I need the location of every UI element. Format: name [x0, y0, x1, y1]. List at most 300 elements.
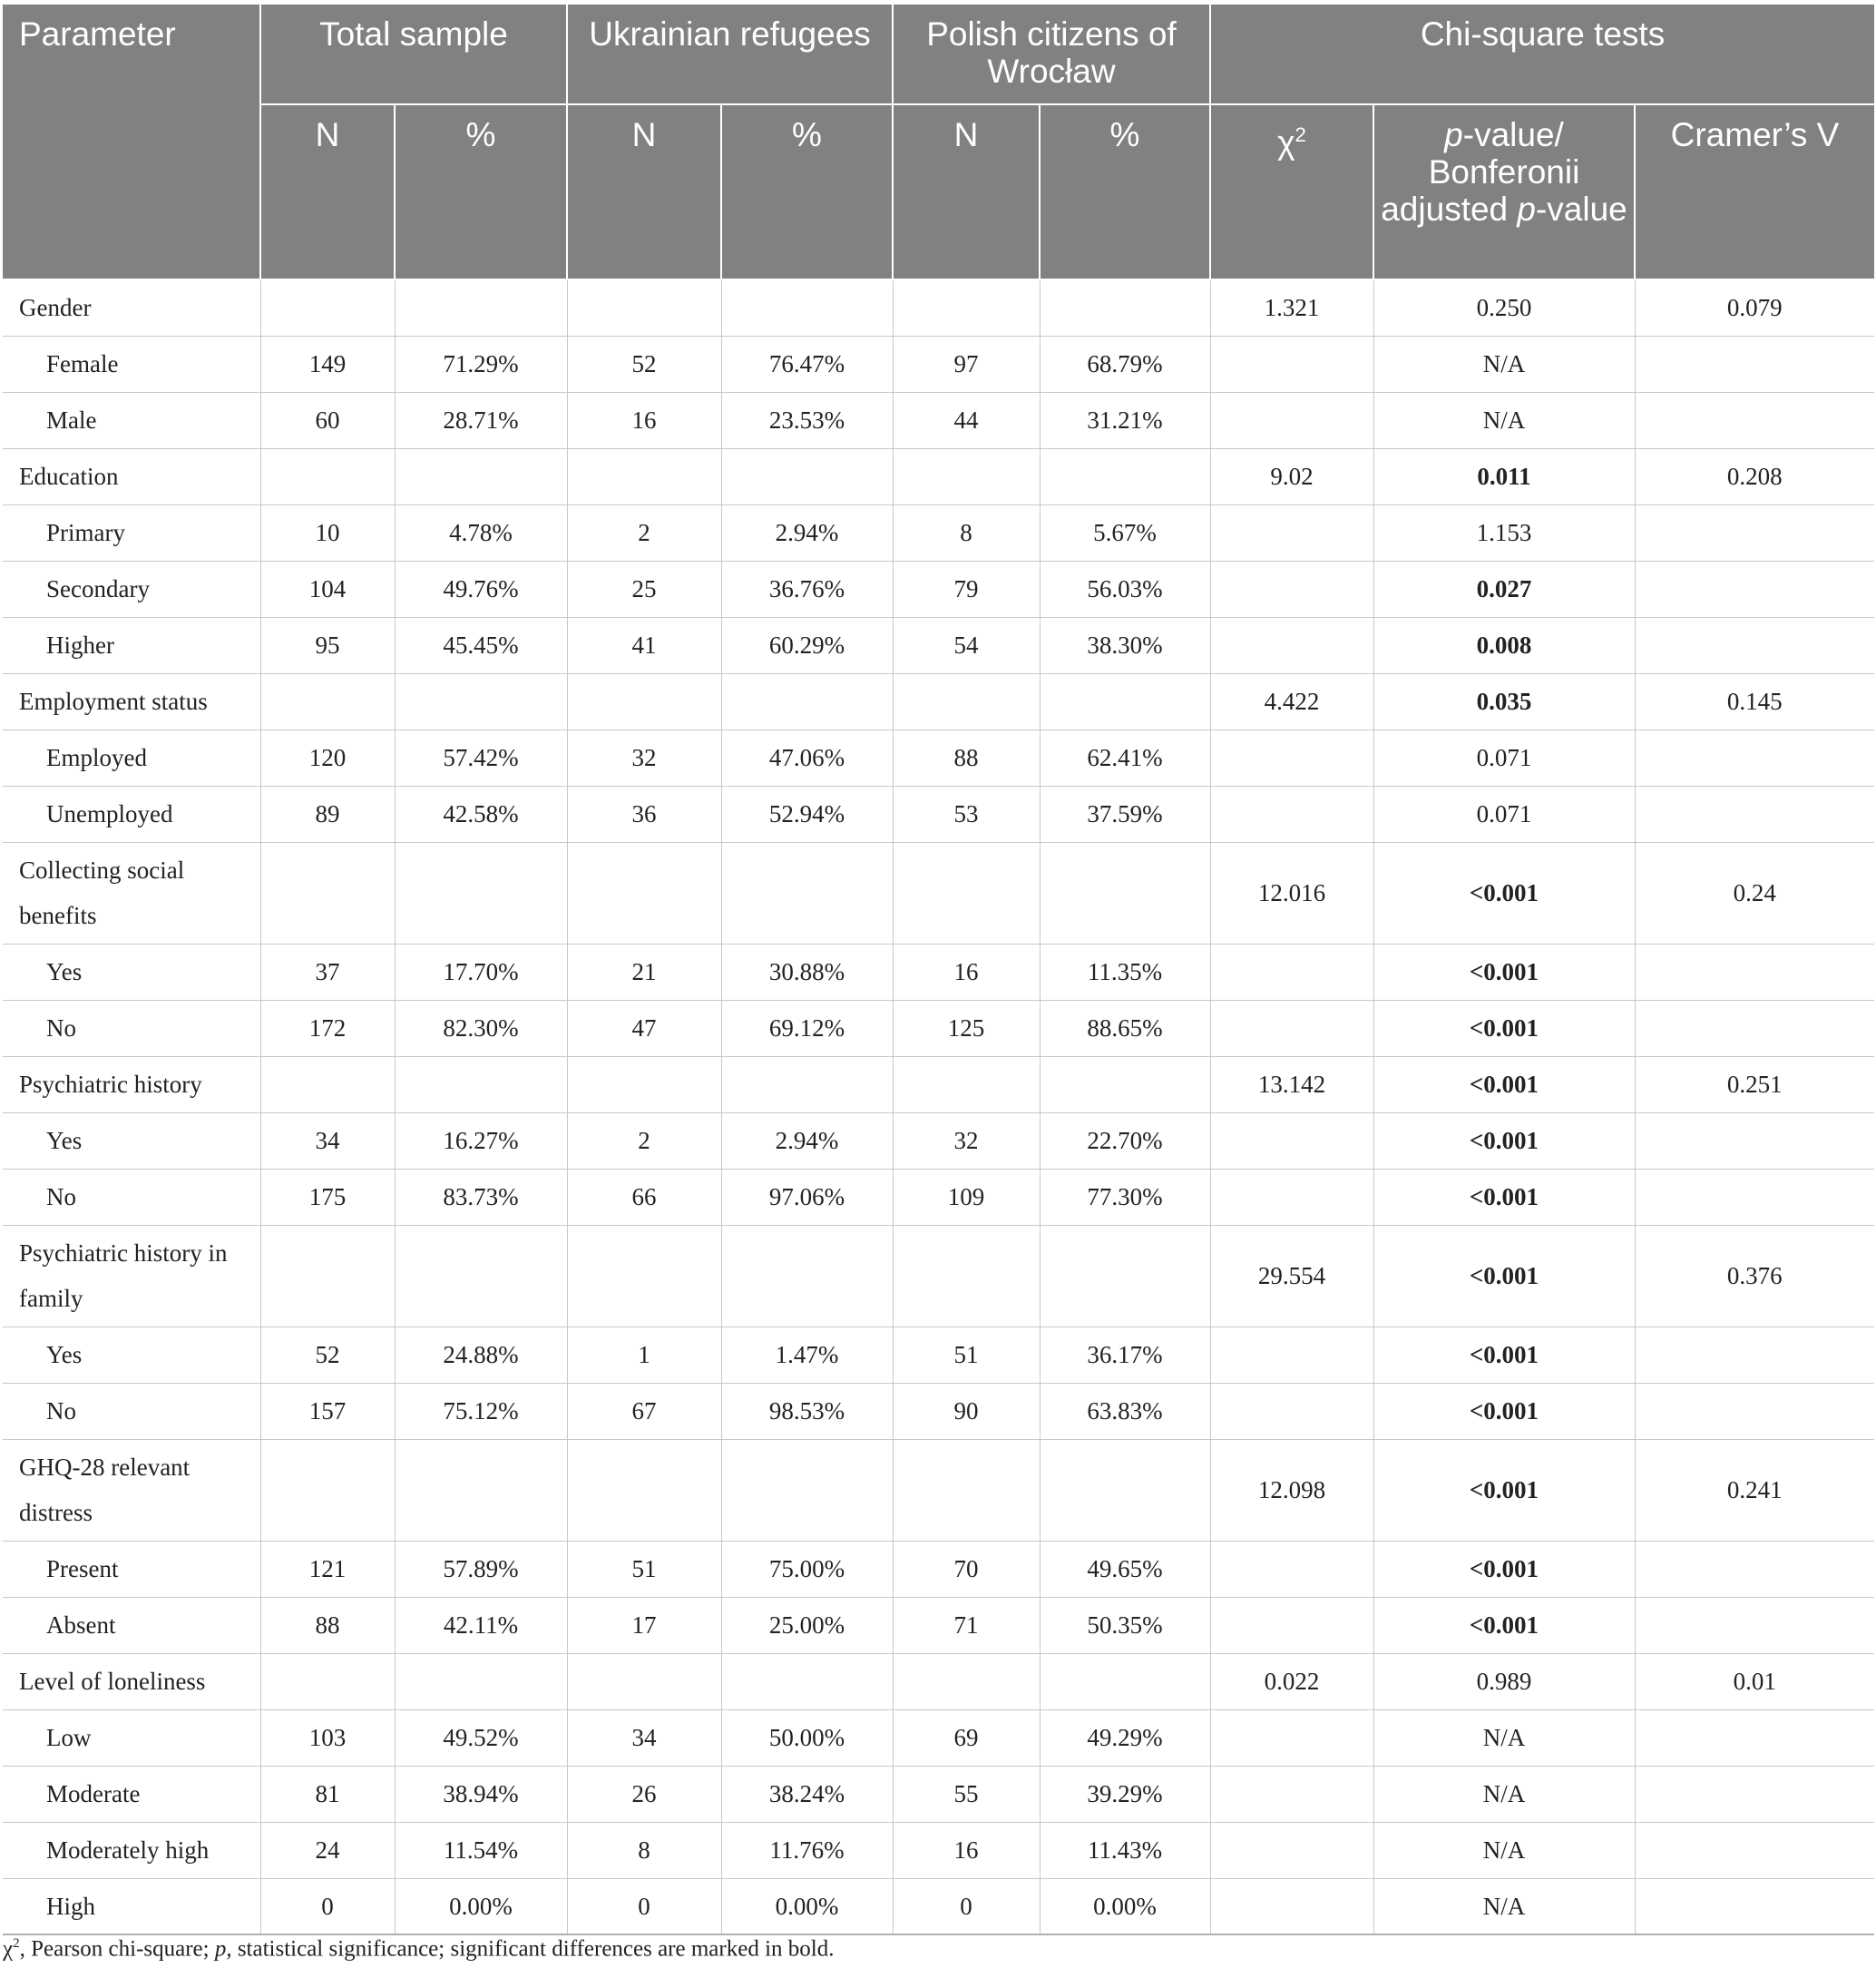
header-total-n: N — [260, 104, 395, 279]
cell-total-pct: 4.78% — [395, 504, 567, 561]
header-pvalue-end: -value — [1535, 191, 1627, 228]
cell-total-pct — [395, 673, 567, 729]
cell-ukr-pct: 97.06% — [721, 1169, 893, 1225]
cell-cramers-v — [1635, 1327, 1874, 1383]
cell-total-n — [260, 1439, 395, 1541]
cell-total-n: 175 — [260, 1169, 395, 1225]
cell-pol-n: 90 — [893, 1383, 1040, 1439]
cell-pvalue: N/A — [1373, 1709, 1635, 1766]
cell-total-pct — [395, 1653, 567, 1709]
cell-ukr-n: 67 — [567, 1383, 721, 1439]
cell-total-pct: 82.30% — [395, 1000, 567, 1056]
cell-ukr-pct: 30.88% — [721, 944, 893, 1000]
cell-total-n: 52 — [260, 1327, 395, 1383]
cell-cramers-v — [1635, 944, 1874, 1000]
cell-pol-pct: 11.43% — [1040, 1822, 1210, 1878]
cell-chi2: 0.022 — [1210, 1653, 1373, 1709]
cell-chi2 — [1210, 1766, 1373, 1822]
cell-pol-n: 51 — [893, 1327, 1040, 1383]
cell-pol-n — [893, 1653, 1040, 1709]
cell-label: Female — [3, 336, 260, 392]
table-row — [3, 1597, 1874, 1653]
cell-pvalue: 0.989 — [1373, 1653, 1635, 1709]
cell-ukr-pct — [721, 279, 893, 336]
cell-pol-n: 71 — [893, 1597, 1040, 1653]
cell-cramers-v — [1635, 561, 1874, 617]
header-pvalue-p2: p — [1517, 191, 1536, 228]
cell-cramers-v — [1635, 729, 1874, 786]
cell-pvalue: <0.001 — [1373, 944, 1635, 1000]
cell-pol-n: 53 — [893, 786, 1040, 842]
cell-total-pct: 83.73% — [395, 1169, 567, 1225]
cell-cramers-v: 0.145 — [1635, 673, 1874, 729]
cell-pol-pct: 37.59% — [1040, 786, 1210, 842]
cell-ukr-pct: 1.47% — [721, 1327, 893, 1383]
cell-ukr-pct: 38.24% — [721, 1766, 893, 1822]
cell-total-n — [260, 842, 395, 944]
cell-cramers-v — [1635, 1878, 1874, 1934]
cell-pvalue: 0.011 — [1373, 448, 1635, 504]
cell-ukr-pct: 11.76% — [721, 1822, 893, 1878]
cell-ukr-pct: 0.00% — [721, 1878, 893, 1934]
cell-total-pct: 28.71% — [395, 392, 567, 448]
header-pvalue-rest: -value/ Bonferonii adjusted — [1381, 116, 1580, 228]
cell-pvalue: N/A — [1373, 1878, 1635, 1934]
cell-total-pct: 57.42% — [395, 729, 567, 786]
header-chi2-symbol: χ — [1277, 123, 1295, 162]
cell-pvalue: <0.001 — [1373, 1225, 1635, 1327]
cell-total-pct: 49.52% — [395, 1709, 567, 1766]
cell-total-pct: 24.88% — [395, 1327, 567, 1383]
cell-ukr-n: 8 — [567, 1822, 721, 1878]
cell-ukr-n: 52 — [567, 336, 721, 392]
cell-pol-n: 55 — [893, 1766, 1040, 1822]
cell-total-pct — [395, 1439, 567, 1541]
table-row — [3, 1327, 1874, 1383]
cell-total-pct: 11.54% — [395, 1822, 567, 1878]
cell-ukr-n — [567, 1439, 721, 1541]
cell-cramers-v: 0.208 — [1635, 448, 1874, 504]
cell-label: Yes — [3, 944, 260, 1000]
cell-total-n: 10 — [260, 504, 395, 561]
cell-ukr-n: 2 — [567, 504, 721, 561]
header-pvalue-p: p — [1444, 116, 1463, 153]
cell-pol-pct — [1040, 1225, 1210, 1327]
cell-chi2: 13.142 — [1210, 1056, 1373, 1112]
table-row-group — [3, 1439, 1874, 1541]
cell-pol-pct: 50.35% — [1040, 1597, 1210, 1653]
cell-label: Moderate — [3, 1766, 260, 1822]
cell-chi2 — [1210, 1597, 1373, 1653]
cell-cramers-v: 0.241 — [1635, 1439, 1874, 1541]
cell-label: Employed — [3, 729, 260, 786]
cell-chi2 — [1210, 1878, 1373, 1934]
cell-total-n: 157 — [260, 1383, 395, 1439]
cell-pol-n: 32 — [893, 1112, 1040, 1169]
header-parameter: Parameter — [3, 4, 260, 279]
cell-pol-pct — [1040, 673, 1210, 729]
cell-pol-pct: 0.00% — [1040, 1878, 1210, 1934]
cell-chi2 — [1210, 1383, 1373, 1439]
cell-label: Gender — [3, 279, 260, 336]
table-row-group — [3, 1056, 1874, 1112]
table-row — [3, 1000, 1874, 1056]
cell-pvalue: <0.001 — [1373, 1597, 1635, 1653]
cell-ukr-pct: 25.00% — [721, 1597, 893, 1653]
cell-ukr-n: 2 — [567, 1112, 721, 1169]
cell-total-pct: 49.76% — [395, 561, 567, 617]
table-row — [3, 1766, 1874, 1822]
cell-chi2: 12.098 — [1210, 1439, 1373, 1541]
cell-pvalue: <0.001 — [1373, 1056, 1635, 1112]
cell-ukr-pct — [721, 1056, 893, 1112]
cell-pvalue: N/A — [1373, 392, 1635, 448]
cell-label: Psychiatric history — [3, 1056, 260, 1112]
cell-pol-n — [893, 842, 1040, 944]
table-row — [3, 786, 1874, 842]
cell-label: Low — [3, 1709, 260, 1766]
cell-chi2 — [1210, 1327, 1373, 1383]
table-row — [3, 336, 1874, 392]
cell-pol-n: 88 — [893, 729, 1040, 786]
cell-pol-n — [893, 1439, 1040, 1541]
cell-chi2 — [1210, 1169, 1373, 1225]
cell-pol-n: 70 — [893, 1541, 1040, 1597]
cell-label: Collecting social benefits — [3, 842, 260, 944]
cell-ukr-pct: 23.53% — [721, 392, 893, 448]
cell-cramers-v — [1635, 392, 1874, 448]
table-row-group — [3, 279, 1874, 336]
cell-label: Education — [3, 448, 260, 504]
cell-pol-pct — [1040, 448, 1210, 504]
cell-chi2 — [1210, 392, 1373, 448]
cell-pol-n: 97 — [893, 336, 1040, 392]
header-total-sample: Total sample — [260, 4, 567, 104]
cell-cramers-v — [1635, 336, 1874, 392]
cell-ukr-n — [567, 1225, 721, 1327]
cell-ukr-pct: 36.76% — [721, 561, 893, 617]
cell-pol-n — [893, 673, 1040, 729]
cell-label: No — [3, 1000, 260, 1056]
cell-cramers-v — [1635, 1709, 1874, 1766]
table-footnote — [3, 1936, 834, 1962]
cell-total-n: 121 — [260, 1541, 395, 1597]
footnote-chi-sup: 2 — [13, 1936, 20, 1951]
cell-pol-n: 69 — [893, 1709, 1040, 1766]
cell-cramers-v: 0.01 — [1635, 1653, 1874, 1709]
cell-label: Present — [3, 1541, 260, 1597]
cell-pol-n: 54 — [893, 617, 1040, 673]
table-row — [3, 1169, 1874, 1225]
cell-ukr-pct: 76.47% — [721, 336, 893, 392]
cell-cramers-v: 0.079 — [1635, 279, 1874, 336]
cell-pvalue: N/A — [1373, 1766, 1635, 1822]
cell-total-n: 172 — [260, 1000, 395, 1056]
header-chi-square-tests: Chi-square tests — [1210, 4, 1874, 104]
cell-ukr-n — [567, 1653, 721, 1709]
cell-pol-n: 109 — [893, 1169, 1040, 1225]
cell-pol-pct: 22.70% — [1040, 1112, 1210, 1169]
cell-pol-n — [893, 279, 1040, 336]
cell-pol-pct: 88.65% — [1040, 1000, 1210, 1056]
header-pol-n: N — [893, 104, 1040, 279]
table-row — [3, 504, 1874, 561]
cell-total-pct: 45.45% — [395, 617, 567, 673]
demographics-table-container — [3, 3, 1874, 1935]
header-chi2-sup: 2 — [1295, 123, 1306, 146]
cell-chi2 — [1210, 617, 1373, 673]
cell-chi2 — [1210, 1000, 1373, 1056]
cell-pol-pct: 62.41% — [1040, 729, 1210, 786]
cell-chi2 — [1210, 729, 1373, 786]
cell-total-pct — [395, 1225, 567, 1327]
table-row — [3, 1878, 1874, 1934]
header-pol-pct: % — [1040, 104, 1210, 279]
cell-pol-pct — [1040, 279, 1210, 336]
cell-total-pct: 16.27% — [395, 1112, 567, 1169]
cell-total-pct: 71.29% — [395, 336, 567, 392]
cell-label: Yes — [3, 1112, 260, 1169]
cell-label: Higher — [3, 617, 260, 673]
cell-cramers-v — [1635, 617, 1874, 673]
cell-pvalue: 0.071 — [1373, 786, 1635, 842]
cell-pvalue: 0.035 — [1373, 673, 1635, 729]
cell-cramers-v — [1635, 1766, 1874, 1822]
cell-ukr-n: 17 — [567, 1597, 721, 1653]
cell-pvalue: 0.008 — [1373, 617, 1635, 673]
cell-chi2 — [1210, 561, 1373, 617]
cell-label: High — [3, 1878, 260, 1934]
cell-pvalue: <0.001 — [1373, 1541, 1635, 1597]
cell-label: Secondary — [3, 561, 260, 617]
cell-chi2 — [1210, 1822, 1373, 1878]
cell-total-n: 89 — [260, 786, 395, 842]
cell-ukr-n: 34 — [567, 1709, 721, 1766]
cell-total-pct: 75.12% — [395, 1383, 567, 1439]
cell-pol-pct: 63.83% — [1040, 1383, 1210, 1439]
cell-pol-pct: 31.21% — [1040, 392, 1210, 448]
cell-ukr-pct: 69.12% — [721, 1000, 893, 1056]
cell-total-n: 149 — [260, 336, 395, 392]
cell-total-n: 95 — [260, 617, 395, 673]
cell-pvalue: <0.001 — [1373, 842, 1635, 944]
cell-label: Moderately high — [3, 1822, 260, 1878]
cell-total-n — [260, 1225, 395, 1327]
cell-pol-n: 16 — [893, 1822, 1040, 1878]
cell-ukr-n: 47 — [567, 1000, 721, 1056]
cell-ukr-pct — [721, 673, 893, 729]
table-body — [3, 279, 1874, 1934]
cell-cramers-v — [1635, 1822, 1874, 1878]
cell-chi2 — [1210, 786, 1373, 842]
cell-pol-pct: 68.79% — [1040, 336, 1210, 392]
cell-chi2 — [1210, 1709, 1373, 1766]
cell-total-n — [260, 1056, 395, 1112]
cell-ukr-pct — [721, 448, 893, 504]
cell-label: Level of loneliness — [3, 1653, 260, 1709]
cell-cramers-v — [1635, 1541, 1874, 1597]
cell-ukr-pct: 52.94% — [721, 786, 893, 842]
cell-cramers-v — [1635, 1000, 1874, 1056]
cell-pol-n: 0 — [893, 1878, 1040, 1934]
cell-chi2 — [1210, 336, 1373, 392]
cell-label: Primary — [3, 504, 260, 561]
cell-chi2 — [1210, 944, 1373, 1000]
header-chi2 — [1210, 104, 1373, 279]
cell-pol-pct: 49.65% — [1040, 1541, 1210, 1597]
cell-total-n: 24 — [260, 1822, 395, 1878]
cell-label: Psychiatric history in family — [3, 1225, 260, 1327]
table-row — [3, 1541, 1874, 1597]
cell-chi2 — [1210, 1112, 1373, 1169]
table-row-group — [3, 1653, 1874, 1709]
cell-ukr-pct: 2.94% — [721, 1112, 893, 1169]
cell-pvalue: 0.071 — [1373, 729, 1635, 786]
cell-total-pct — [395, 279, 567, 336]
cell-pvalue: <0.001 — [1373, 1169, 1635, 1225]
cell-label: Absent — [3, 1597, 260, 1653]
cell-pvalue: N/A — [1373, 1822, 1635, 1878]
footnote-chi: χ — [3, 1936, 14, 1962]
cell-pvalue: 1.153 — [1373, 504, 1635, 561]
cell-ukr-pct — [721, 842, 893, 944]
cell-chi2: 4.422 — [1210, 673, 1373, 729]
cell-total-pct: 17.70% — [395, 944, 567, 1000]
cell-ukr-n: 36 — [567, 786, 721, 842]
footnote-part2: , statistical significance; significant differences are marked in bold. — [226, 1936, 835, 1962]
cell-pol-n — [893, 1056, 1040, 1112]
cell-label: GHQ-28 relevant distress — [3, 1439, 260, 1541]
cell-total-pct — [395, 1056, 567, 1112]
cell-cramers-v — [1635, 786, 1874, 842]
cell-pol-n: 79 — [893, 561, 1040, 617]
table-row-group — [3, 1225, 1874, 1327]
header-ukrainian-refugees: Ukrainian refugees — [567, 4, 893, 104]
cell-pol-pct: 5.67% — [1040, 504, 1210, 561]
cell-ukr-n: 25 — [567, 561, 721, 617]
cell-pol-n: 16 — [893, 944, 1040, 1000]
cell-ukr-n — [567, 448, 721, 504]
cell-chi2: 1.321 — [1210, 279, 1373, 336]
cell-total-n — [260, 1653, 395, 1709]
cell-cramers-v — [1635, 1383, 1874, 1439]
cell-cramers-v: 0.376 — [1635, 1225, 1874, 1327]
cell-pvalue: N/A — [1373, 336, 1635, 392]
header-row-columns — [3, 104, 1874, 279]
cell-ukr-pct: 75.00% — [721, 1541, 893, 1597]
cell-label: Male — [3, 392, 260, 448]
cell-pol-pct — [1040, 842, 1210, 944]
cell-ukr-pct: 98.53% — [721, 1383, 893, 1439]
cell-total-n: 103 — [260, 1709, 395, 1766]
header-ukr-n: N — [567, 104, 721, 279]
cell-pvalue: <0.001 — [1373, 1112, 1635, 1169]
cell-ukr-n — [567, 1056, 721, 1112]
cell-total-n: 104 — [260, 561, 395, 617]
cell-pvalue: <0.001 — [1373, 1383, 1635, 1439]
table-row-group — [3, 448, 1874, 504]
cell-total-n — [260, 279, 395, 336]
cell-total-pct: 57.89% — [395, 1541, 567, 1597]
cell-pol-n — [893, 1225, 1040, 1327]
cell-ukr-pct — [721, 1439, 893, 1541]
cell-cramers-v: 0.24 — [1635, 842, 1874, 944]
cell-ukr-pct — [721, 1653, 893, 1709]
cell-total-n — [260, 448, 395, 504]
table-row-group — [3, 842, 1874, 944]
cell-pol-pct: 77.30% — [1040, 1169, 1210, 1225]
table-row — [3, 729, 1874, 786]
cell-ukr-n — [567, 673, 721, 729]
cell-pol-pct: 11.35% — [1040, 944, 1210, 1000]
cell-total-n — [260, 673, 395, 729]
cell-total-pct: 42.11% — [395, 1597, 567, 1653]
cell-total-n: 0 — [260, 1878, 395, 1934]
cell-pol-pct: 49.29% — [1040, 1709, 1210, 1766]
table-row — [3, 1822, 1874, 1878]
header-total-pct: % — [395, 104, 567, 279]
cell-total-n: 120 — [260, 729, 395, 786]
cell-chi2 — [1210, 1541, 1373, 1597]
cell-chi2: 9.02 — [1210, 448, 1373, 504]
cell-pvalue: 0.027 — [1373, 561, 1635, 617]
table-header — [3, 4, 1874, 279]
cell-pol-pct: 56.03% — [1040, 561, 1210, 617]
cell-pol-pct — [1040, 1439, 1210, 1541]
cell-ukr-pct — [721, 1225, 893, 1327]
cell-ukr-pct: 47.06% — [721, 729, 893, 786]
header-row-groups — [3, 4, 1874, 104]
cell-pol-pct: 39.29% — [1040, 1766, 1210, 1822]
header-polish-citizens: Polish citizens of Wrocław — [893, 4, 1210, 104]
header-pvalue — [1373, 104, 1635, 279]
cell-cramers-v — [1635, 504, 1874, 561]
table-row — [3, 617, 1874, 673]
footnote-part1: , Pearson chi-square; — [19, 1936, 215, 1962]
cell-cramers-v — [1635, 1597, 1874, 1653]
cell-pvalue: 0.250 — [1373, 279, 1635, 336]
cell-cramers-v: 0.251 — [1635, 1056, 1874, 1112]
cell-ukr-n — [567, 279, 721, 336]
table-row-group — [3, 673, 1874, 729]
cell-chi2: 29.554 — [1210, 1225, 1373, 1327]
cell-ukr-n: 0 — [567, 1878, 721, 1934]
cell-ukr-n — [567, 842, 721, 944]
header-ukr-pct: % — [721, 104, 893, 279]
cell-ukr-n: 1 — [567, 1327, 721, 1383]
cell-label: Employment status — [3, 673, 260, 729]
cell-total-n: 81 — [260, 1766, 395, 1822]
cell-total-n: 60 — [260, 392, 395, 448]
cell-pvalue: <0.001 — [1373, 1000, 1635, 1056]
table-row — [3, 1709, 1874, 1766]
cell-label: No — [3, 1383, 260, 1439]
cell-total-pct: 42.58% — [395, 786, 567, 842]
table-row — [3, 1383, 1874, 1439]
cell-chi2 — [1210, 504, 1373, 561]
cell-pol-n — [893, 448, 1040, 504]
table-row — [3, 392, 1874, 448]
cell-pol-pct: 36.17% — [1040, 1327, 1210, 1383]
cell-pol-n: 8 — [893, 504, 1040, 561]
footnote-p: p — [214, 1936, 227, 1962]
table-row — [3, 561, 1874, 617]
cell-total-pct: 0.00% — [395, 1878, 567, 1934]
cell-ukr-n: 32 — [567, 729, 721, 786]
cell-pol-pct — [1040, 1653, 1210, 1709]
cell-cramers-v — [1635, 1112, 1874, 1169]
cell-ukr-pct: 60.29% — [721, 617, 893, 673]
